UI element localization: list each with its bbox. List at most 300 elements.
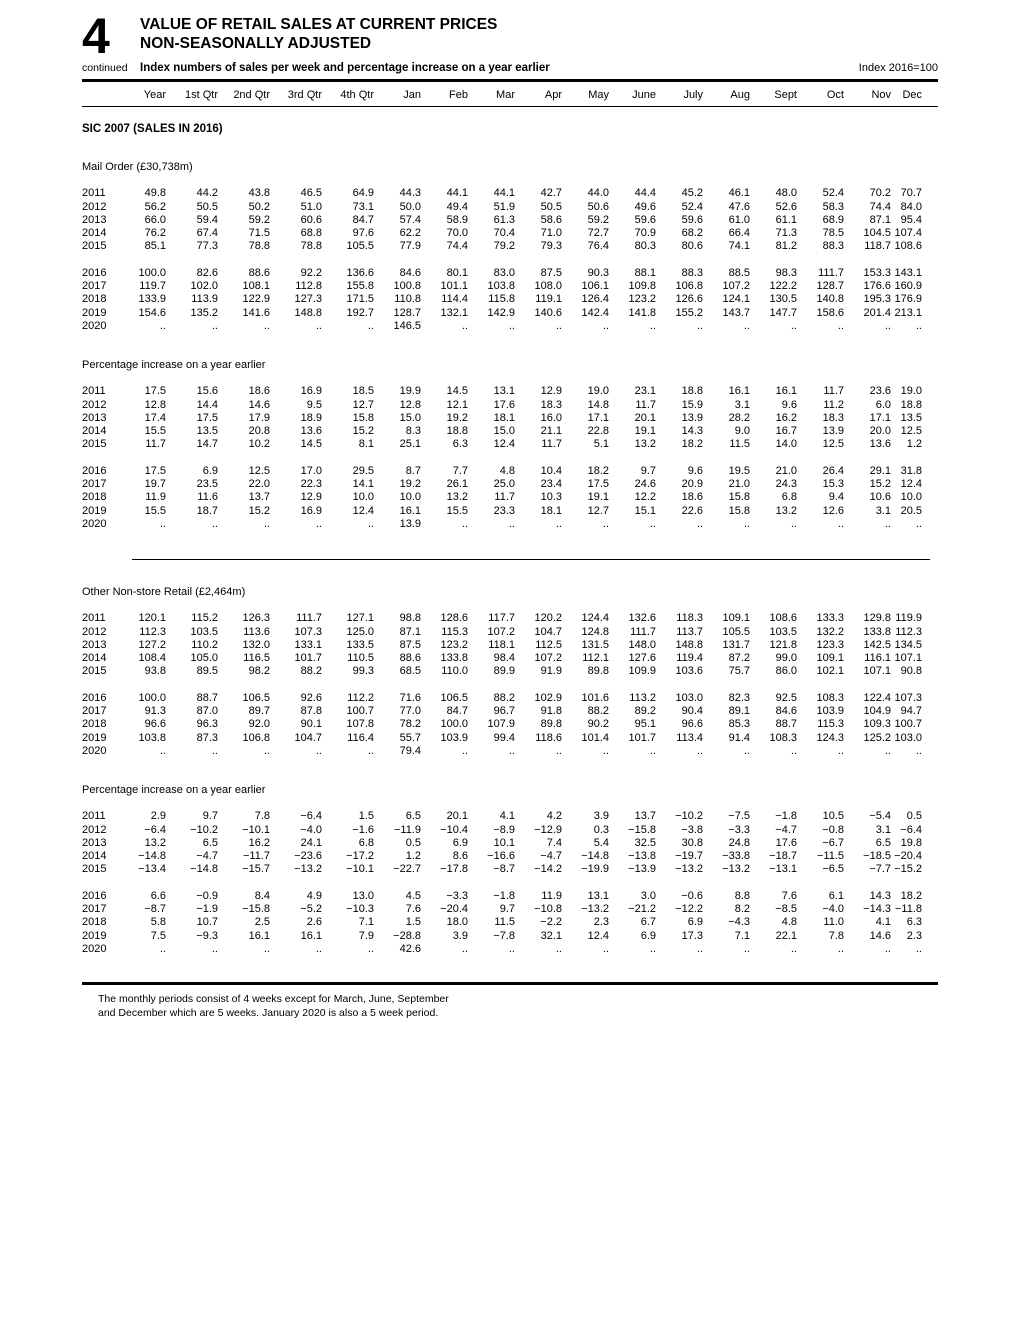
value-cell: 8.1 (358, 438, 374, 451)
value-cell: 124.3 (816, 731, 844, 744)
value-cell: 10.5 (822, 810, 844, 823)
value-cell: 100.8 (393, 280, 421, 293)
column-header-apr: Apr (544, 89, 562, 101)
value-cell: 15.5 (144, 504, 166, 517)
value-cell: 16.0 (540, 411, 562, 424)
value-cell: 15.3 (822, 478, 844, 491)
value-cell: 9.0 (734, 425, 750, 438)
value-cell: .. (696, 942, 703, 955)
value-cell: 92.0 (248, 718, 270, 731)
value-cell: 23.3 (493, 504, 515, 517)
year-cell: 2020 (82, 744, 107, 757)
value-cell: .. (649, 517, 656, 530)
masthead (82, 8, 938, 64)
value-cell: 17.6 (493, 398, 515, 411)
value-cell: 11.7 (541, 438, 562, 451)
value-cell: 55.7 (399, 731, 421, 744)
value-cell: 1.5 (358, 810, 374, 823)
value-cell: 132.1 (440, 306, 468, 319)
value-cell: 8.3 (405, 425, 421, 438)
value-cell: 15.8 (728, 491, 750, 504)
value-cell: 20.8 (248, 425, 270, 438)
value-cell: 118.7 (864, 240, 891, 253)
footnote-line2: and December which are 5 weeks. January 2020 is also a 5 week period. (98, 1007, 439, 1020)
value-cell: 14.1 (352, 478, 374, 491)
value-cell: 118.3 (676, 612, 703, 625)
value-cell: 82.3 (728, 691, 750, 704)
value-cell: 10.4 (540, 464, 562, 477)
value-cell: 24.3 (775, 478, 797, 491)
value-cell: 131.7 (722, 638, 750, 651)
value-cell: .. (461, 942, 468, 955)
value-cell: 12.8 (399, 398, 421, 411)
value-cell: 11.2 (823, 398, 844, 411)
table-row (82, 491, 938, 504)
value-cell: −12.2 (675, 902, 703, 915)
value-cell: 26.1 (446, 478, 468, 491)
value-cell: 3.1 (734, 398, 750, 411)
value-cell: 49.4 (446, 200, 468, 213)
year-cell: 2017 (82, 705, 107, 718)
value-cell: 16.1 (248, 929, 270, 942)
value-cell: 106.5 (242, 691, 270, 704)
value-cell: 110.5 (347, 652, 374, 665)
table-row (82, 505, 938, 518)
value-cell: 114.4 (441, 293, 468, 306)
value-cell: −10.2 (190, 823, 218, 836)
value-cell: 11.7 (145, 438, 166, 451)
value-cell: 104.9 (863, 705, 891, 718)
value-cell: −13.9 (628, 863, 656, 876)
value-cell: 13.0 (352, 889, 374, 902)
value-cell: .. (159, 517, 166, 530)
value-cell: 59.4 (196, 213, 218, 226)
value-cell: .. (837, 744, 844, 757)
value-cell: 51.0 (300, 200, 322, 213)
value-cell: 2.9 (150, 810, 166, 823)
value-cell: 91.9 (540, 665, 562, 678)
value-cell: 13.7 (634, 810, 656, 823)
value-cell: 110.0 (441, 665, 468, 678)
value-cell: 107.2 (487, 625, 515, 638)
value-cell: 12.4 (900, 478, 922, 491)
value-cell: 87.8 (300, 705, 322, 718)
value-cell: 92.6 (300, 691, 322, 704)
value-cell: 122.9 (242, 293, 270, 306)
value-cell: −20.4 (894, 850, 922, 863)
value-cell: 79.4 (399, 744, 421, 757)
value-cell: 68.2 (681, 227, 703, 240)
value-cell: 44.2 (196, 187, 218, 200)
value-cell: 12.4 (587, 929, 609, 942)
value-cell: .. (743, 319, 750, 332)
value-cell: 17.3 (681, 929, 703, 942)
value-cell: 7.6 (405, 902, 421, 915)
value-cell: 88.6 (399, 652, 421, 665)
value-cell: 88.5 (728, 266, 750, 279)
value-cell: .. (602, 942, 609, 955)
value-cell: 0.5 (906, 810, 922, 823)
value-cell: 6.9 (202, 464, 218, 477)
value-cell: 100.7 (894, 718, 922, 731)
value-cell: 11.7 (494, 491, 515, 504)
value-cell: 6.8 (358, 836, 374, 849)
value-cell: 95.4 (900, 213, 922, 226)
value-cell: .. (884, 319, 891, 332)
value-cell: 88.2 (493, 691, 515, 704)
value-cell: 56.2 (144, 200, 166, 213)
footnote-line1: The monthly periods consist of 4 weeks except for March, June, September (98, 993, 449, 1006)
value-cell: 5.8 (150, 916, 166, 929)
year-cell: 2020 (82, 942, 107, 955)
value-cell: 44.1 (493, 187, 515, 200)
table-row (82, 240, 938, 253)
year-cell: 2017 (82, 280, 107, 293)
table-row (82, 824, 938, 837)
value-cell: 77.9 (399, 240, 421, 253)
value-cell: 13.6 (869, 438, 891, 451)
year-cell: 2015 (82, 665, 107, 678)
value-cell: 19.7 (144, 478, 166, 491)
value-cell: −0.8 (822, 823, 844, 836)
value-cell: 80.1 (446, 266, 468, 279)
value-cell: 18.6 (248, 385, 270, 398)
value-cell: .. (602, 319, 609, 332)
value-cell: 95.1 (634, 718, 656, 731)
value-cell: 59.2 (587, 213, 609, 226)
value-cell: 88.7 (196, 691, 218, 704)
value-cell: 8.6 (452, 850, 468, 863)
value-cell: 6.7 (640, 916, 656, 929)
year-cell: 2019 (82, 306, 107, 319)
value-cell: .. (461, 744, 468, 757)
value-cell: 15.0 (493, 425, 515, 438)
value-cell: −1.9 (196, 902, 218, 915)
value-cell: 58.9 (446, 213, 468, 226)
value-cell: 79.2 (493, 240, 515, 253)
value-cell: 100.7 (346, 705, 374, 718)
value-cell: 20.9 (681, 478, 703, 491)
value-cell: 133.9 (138, 293, 166, 306)
value-cell: 24.6 (634, 478, 656, 491)
value-cell: 18.8 (900, 398, 922, 411)
value-cell: −13.2 (581, 902, 609, 915)
value-cell: 112.8 (295, 280, 322, 293)
value-cell: 18.9 (300, 411, 322, 424)
value-cell: 71.3 (775, 227, 797, 240)
value-cell: 11.7 (823, 385, 844, 398)
value-cell: 195.3 (863, 293, 891, 306)
value-cell: 6.9 (452, 836, 468, 849)
value-cell: 88.2 (587, 705, 609, 718)
value-cell: 154.6 (138, 306, 166, 319)
value-cell: −10.3 (346, 902, 374, 915)
value-cell: .. (508, 744, 515, 757)
value-cell: 10.3 (540, 491, 562, 504)
value-cell: 89.8 (540, 718, 562, 731)
value-cell: 70.7 (900, 187, 922, 200)
value-cell: 97.6 (352, 227, 374, 240)
value-cell: 7.8 (254, 810, 270, 823)
year-cell: 2011 (82, 810, 106, 823)
value-cell: 0.3 (593, 823, 609, 836)
table-row (82, 652, 938, 665)
value-cell: .. (461, 319, 468, 332)
value-cell: 9.6 (781, 398, 797, 411)
value-cell: .. (696, 319, 703, 332)
value-cell: −1.8 (493, 889, 515, 902)
value-cell: 17.5 (144, 464, 166, 477)
data-table-group (82, 612, 938, 678)
value-cell: −3.3 (728, 823, 750, 836)
value-cell: 47.6 (728, 200, 750, 213)
value-cell: 132.0 (242, 638, 270, 651)
value-cell: 90.4 (681, 705, 703, 718)
value-cell: 122.2 (769, 280, 797, 293)
value-cell: 23.6 (869, 385, 891, 398)
value-cell: 13.2 (775, 504, 797, 517)
value-cell: 78.2 (399, 718, 421, 731)
value-cell: 128.6 (440, 612, 468, 625)
year-cell: 2012 (82, 625, 107, 638)
value-cell: 84.7 (352, 213, 374, 226)
value-cell: −17.2 (346, 850, 374, 863)
value-cell: 201.4 (863, 306, 891, 319)
value-cell: 14.6 (869, 929, 891, 942)
year-cell: 2016 (82, 266, 107, 279)
value-cell: 103.6 (675, 665, 703, 678)
value-cell: 107.8 (346, 718, 374, 731)
value-cell: −0.6 (681, 889, 703, 902)
value-cell: 18.0 (446, 916, 468, 929)
value-cell: 102.0 (190, 280, 218, 293)
value-cell: 8.2 (734, 902, 750, 915)
value-cell: 115.3 (441, 625, 468, 638)
value-cell: 176.6 (863, 280, 891, 293)
value-cell: 59.6 (681, 213, 703, 226)
table-row (82, 293, 938, 306)
value-cell: 128.7 (393, 306, 421, 319)
value-cell: 107.2 (534, 652, 562, 665)
value-cell: 1.5 (405, 916, 421, 929)
value-cell: 14.0 (775, 438, 797, 451)
value-cell: 125.0 (346, 625, 374, 638)
value-cell: −15.2 (894, 863, 922, 876)
value-cell: 160.9 (894, 280, 922, 293)
value-cell: .. (915, 942, 922, 955)
value-cell: .. (915, 517, 922, 530)
value-cell: 75.7 (728, 665, 750, 678)
data-table-group (82, 692, 938, 758)
value-cell: 19.2 (446, 411, 468, 424)
value-cell: 119.7 (139, 280, 166, 293)
value-cell: 16.2 (775, 411, 797, 424)
table-row (82, 692, 938, 705)
value-cell: 44.1 (446, 187, 468, 200)
column-header-sept: Sept (774, 89, 797, 101)
value-cell: −7.7 (869, 863, 891, 876)
year-cell: 2017 (82, 902, 107, 915)
value-cell: 2.3 (593, 916, 609, 929)
value-cell: 122.4 (863, 691, 891, 704)
value-cell: 136.6 (346, 266, 374, 279)
value-cell: 87.2 (728, 652, 750, 665)
value-cell: 73.1 (352, 200, 374, 213)
column-header-aug: Aug (730, 89, 750, 101)
table-row (82, 837, 938, 850)
value-cell: 96.6 (144, 718, 166, 731)
value-cell: 23.5 (196, 478, 218, 491)
value-cell: 107.1 (894, 652, 922, 665)
year-cell: 2013 (82, 638, 107, 651)
value-cell: 10.0 (352, 491, 374, 504)
table-row (82, 187, 938, 200)
value-cell: 107.1 (863, 665, 891, 678)
column-header-june: June (632, 89, 656, 101)
table-row (82, 626, 938, 639)
value-cell: 134.5 (894, 638, 922, 651)
value-cell: 20.0 (869, 425, 891, 438)
value-cell: 108.4 (138, 652, 166, 665)
value-cell: 50.0 (399, 200, 421, 213)
value-cell: 127.6 (628, 652, 656, 665)
value-cell: 6.9 (687, 916, 703, 929)
value-cell: −10.8 (534, 902, 562, 915)
value-cell: 24.1 (300, 836, 322, 849)
value-cell: 115.2 (191, 612, 218, 625)
table-row (82, 267, 938, 280)
column-header-nov: Nov (871, 89, 891, 101)
value-cell: 13.9 (681, 411, 703, 424)
value-cell: 6.5 (405, 810, 421, 823)
value-cell: −33.8 (722, 850, 750, 863)
value-cell: 20.5 (900, 504, 922, 517)
table-row (82, 465, 938, 478)
value-cell: 129.8 (863, 612, 891, 625)
year-cell: 2011 (82, 612, 106, 625)
value-cell: .. (649, 319, 656, 332)
value-cell: 128.7 (816, 280, 844, 293)
value-cell: 87.1 (399, 625, 421, 638)
block-label-other-non-store-retail-2-464m: Other Non-store Retail (£2,464m) (82, 586, 246, 599)
value-cell: 98.8 (399, 612, 421, 625)
value-cell: 4.8 (781, 916, 797, 929)
value-cell: 118.1 (488, 638, 515, 651)
value-cell: 14.5 (300, 438, 322, 451)
value-cell: 13.9 (399, 517, 421, 530)
value-cell: 3.1 (875, 823, 891, 836)
value-cell: 85.3 (728, 718, 750, 731)
subhead-row (82, 62, 938, 74)
value-cell: −5.4 (869, 810, 891, 823)
value-cell: 13.2 (144, 836, 166, 849)
value-cell: 11.6 (197, 491, 218, 504)
value-cell: 17.1 (869, 411, 891, 424)
value-cell: 107.3 (294, 625, 322, 638)
value-cell: 8.8 (734, 889, 750, 902)
value-cell: 112.3 (895, 625, 922, 638)
value-cell: 7.9 (358, 929, 374, 942)
value-cell: 12.5 (900, 425, 922, 438)
value-cell: 126.4 (581, 293, 609, 306)
value-cell: 89.8 (587, 665, 609, 678)
value-cell: 61.3 (493, 213, 515, 226)
value-cell: 88.3 (681, 266, 703, 279)
value-cell: 1.2 (906, 438, 922, 451)
value-cell: 15.2 (869, 478, 891, 491)
value-cell: .. (555, 319, 562, 332)
column-header-feb: Feb (449, 89, 468, 101)
value-cell: 9.4 (828, 491, 844, 504)
value-cell: −7.5 (728, 810, 750, 823)
value-cell: .. (743, 942, 750, 955)
value-cell: 18.7 (196, 504, 218, 517)
value-cell: 84.6 (775, 705, 797, 718)
value-cell: .. (159, 744, 166, 757)
value-cell: −15.7 (242, 863, 270, 876)
year-cell: 2011 (82, 385, 106, 398)
data-table-group (82, 890, 938, 956)
value-cell: 109.3 (863, 718, 891, 731)
value-cell: 103.0 (675, 691, 703, 704)
value-cell: .. (649, 744, 656, 757)
value-cell: 43.8 (248, 187, 270, 200)
table-row (82, 385, 938, 398)
value-cell: 15.5 (144, 425, 166, 438)
value-cell: 116.1 (864, 652, 891, 665)
value-cell: 6.5 (202, 836, 218, 849)
report-title-line1: VALUE OF RETAIL SALES AT CURRENT PRICES (140, 16, 498, 33)
value-cell: 16.1 (399, 504, 421, 517)
table-row (82, 916, 938, 929)
value-cell: 74.1 (728, 240, 750, 253)
value-cell: 96.6 (681, 718, 703, 731)
value-cell: 101.1 (440, 280, 468, 293)
value-cell: 90.2 (587, 718, 609, 731)
year-cell: 2018 (82, 718, 107, 731)
value-cell: 70.9 (634, 227, 656, 240)
value-cell: 10.1 (493, 836, 515, 849)
value-cell: 17.9 (248, 411, 270, 424)
value-cell: 19.5 (728, 464, 750, 477)
value-cell: 88.6 (248, 266, 270, 279)
value-cell: 106.8 (242, 731, 270, 744)
value-cell: 46.5 (300, 187, 322, 200)
value-cell: .. (211, 517, 218, 530)
table-row (82, 810, 938, 823)
year-cell: 2014 (82, 652, 107, 665)
value-cell: 105.0 (190, 652, 218, 665)
value-cell: 108.1 (242, 280, 270, 293)
value-cell: 52.4 (822, 187, 844, 200)
value-cell: 11.5 (494, 916, 515, 929)
value-cell: 50.6 (587, 200, 609, 213)
value-cell: 3.0 (640, 889, 656, 902)
value-cell: 12.7 (352, 398, 374, 411)
value-cell: 4.1 (499, 810, 515, 823)
year-cell: 2018 (82, 916, 107, 929)
value-cell: 7.4 (546, 836, 562, 849)
value-cell: .. (790, 942, 797, 955)
value-cell: 31.8 (900, 464, 922, 477)
value-cell: 119.9 (895, 612, 922, 625)
value-cell: 115.8 (488, 293, 515, 306)
value-cell: 58.6 (540, 213, 562, 226)
value-cell: 143.7 (722, 306, 750, 319)
value-cell: 103.5 (190, 625, 218, 638)
value-cell: 25.0 (493, 478, 515, 491)
value-cell: 71.0 (540, 227, 562, 240)
